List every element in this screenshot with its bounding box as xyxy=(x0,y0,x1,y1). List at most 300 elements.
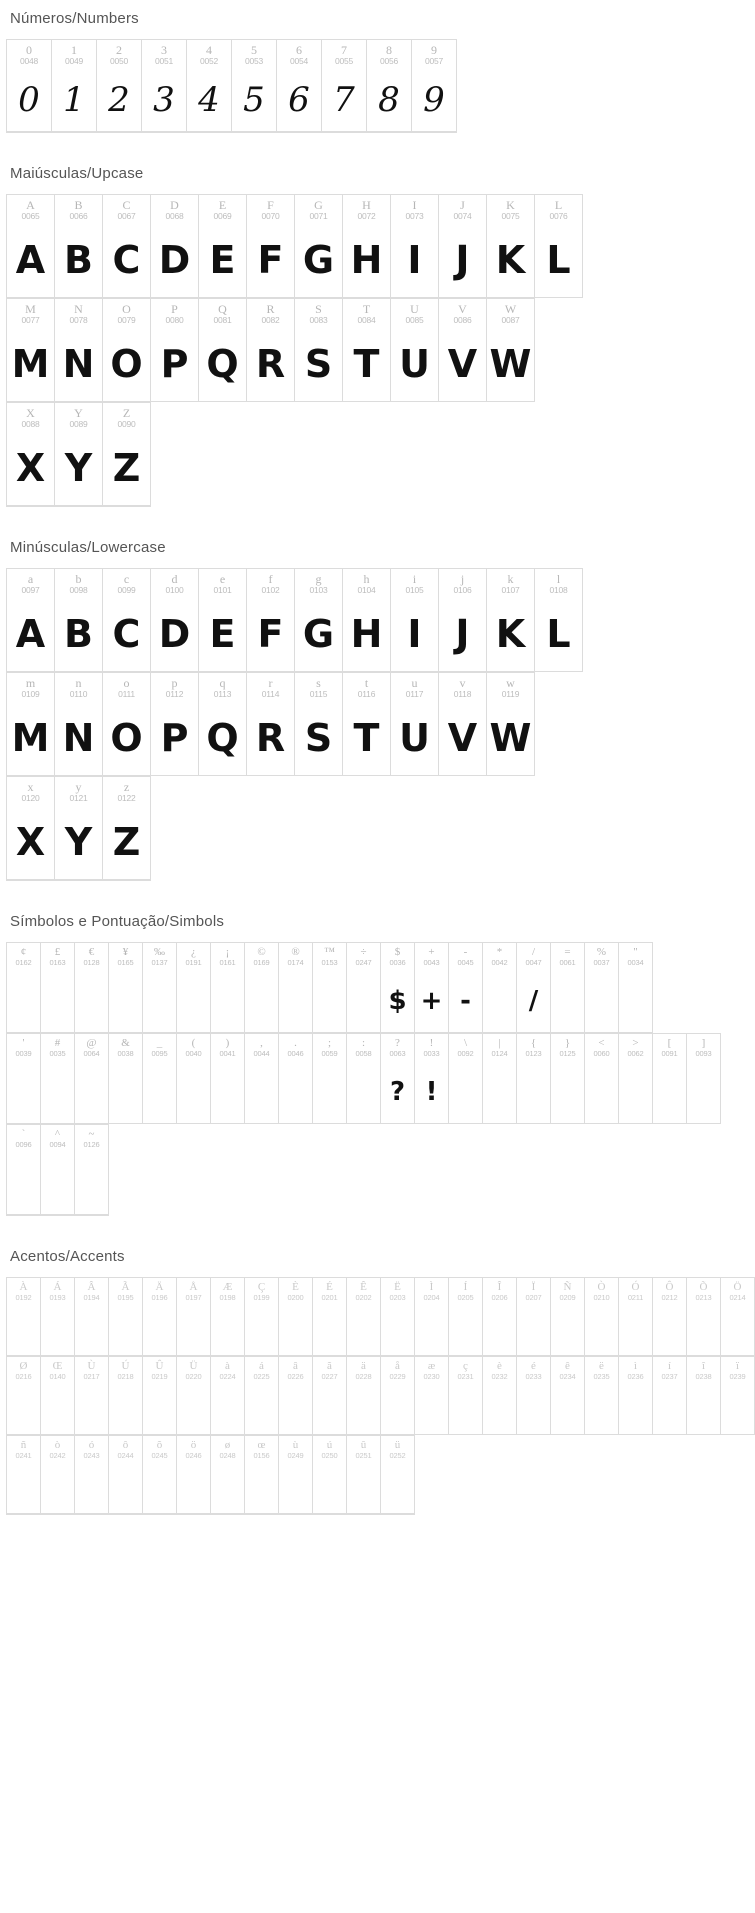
glyph-cell-header xyxy=(619,1034,652,1060)
glyph-cell[interactable] xyxy=(295,569,343,672)
glyph-code-label: 0067 xyxy=(117,210,136,221)
glyph-cell[interactable] xyxy=(7,299,55,402)
glyph-cell-header xyxy=(391,195,438,223)
glyph-char-label: Ï xyxy=(531,1281,536,1294)
glyph-cell[interactable] xyxy=(103,673,151,776)
glyph-cell[interactable] xyxy=(343,569,391,672)
glyph-sample: B xyxy=(64,238,93,282)
glyph-code-label: 0137 xyxy=(151,957,168,967)
glyph-cell[interactable] xyxy=(55,569,103,672)
glyph-cell[interactable] xyxy=(517,943,551,1033)
glyph-cell[interactable] xyxy=(343,673,391,776)
glyph-cell[interactable] xyxy=(585,943,619,1033)
glyph-cell[interactable] xyxy=(103,777,151,880)
section-uppercase xyxy=(0,155,730,507)
glyph-cell[interactable] xyxy=(322,40,367,132)
glyph-cell-header xyxy=(75,1125,108,1151)
glyph-char-label: Ü xyxy=(189,1360,198,1373)
glyph-sample: C xyxy=(112,238,141,282)
glyph-cell[interactable] xyxy=(313,1436,347,1514)
glyph-cell[interactable] xyxy=(7,40,52,132)
glyph-sample: T xyxy=(353,342,380,386)
glyph-cell[interactable] xyxy=(347,943,381,1033)
glyph-cell[interactable] xyxy=(211,1278,245,1356)
glyph-char-label: ¥ xyxy=(122,946,129,959)
glyph-char-label: à xyxy=(225,1360,230,1373)
glyph-sample: V xyxy=(447,716,478,760)
glyph-code-label: 0228 xyxy=(355,1371,372,1381)
glyph-cell[interactable] xyxy=(295,299,343,402)
glyph-cell-header xyxy=(381,943,414,969)
glyph-cell[interactable] xyxy=(177,1436,211,1514)
glyph-code-label: 0206 xyxy=(491,1292,508,1302)
glyph-cell[interactable] xyxy=(199,299,247,402)
glyph-cell[interactable] xyxy=(7,673,55,776)
glyph-cell[interactable] xyxy=(313,1278,347,1356)
glyph-cell[interactable] xyxy=(55,403,103,506)
glyph-cell[interactable] xyxy=(247,299,295,402)
glyph-cell[interactable] xyxy=(439,299,487,402)
glyph-cell[interactable] xyxy=(483,1278,517,1356)
glyph-code-label: 0230 xyxy=(423,1371,440,1381)
glyph-sample: S xyxy=(304,716,333,760)
glyph-cell[interactable] xyxy=(487,195,535,298)
glyph-char-label: - xyxy=(463,946,468,959)
glyph-cell-header xyxy=(7,1436,40,1462)
glyph-sample: H xyxy=(350,238,383,282)
glyph-cell-header xyxy=(585,1357,618,1383)
glyph-cell-header xyxy=(381,1436,414,1462)
glyph-cell[interactable] xyxy=(487,299,535,402)
glyph-char-label: ` xyxy=(21,1128,26,1141)
glyph-cell-header xyxy=(347,1034,380,1060)
glyph-cell-header xyxy=(367,40,411,68)
glyph-cell[interactable] xyxy=(143,1278,177,1356)
glyph-char-label: õ xyxy=(156,1439,163,1452)
glyph-cell-header xyxy=(211,1034,244,1060)
glyph-char-label: % xyxy=(596,946,607,959)
glyph-cell[interactable] xyxy=(687,1034,721,1124)
glyph-cell[interactable] xyxy=(75,1278,109,1356)
glyph-cell[interactable] xyxy=(391,569,439,672)
glyph-sample xyxy=(109,969,142,1032)
glyph-code-label: 0093 xyxy=(695,1048,712,1058)
glyph-cell[interactable] xyxy=(415,1278,449,1356)
glyph-cell-header xyxy=(151,299,198,327)
glyph-cell[interactable] xyxy=(109,1436,143,1514)
glyph-cell[interactable] xyxy=(151,299,199,402)
glyph-char-label: S xyxy=(315,302,322,317)
glyph-cell[interactable] xyxy=(41,1034,75,1124)
glyph-cell[interactable] xyxy=(391,299,439,402)
glyph-cell[interactable] xyxy=(211,1034,245,1124)
glyph-cell-header xyxy=(415,1034,448,1060)
glyph-code-label: 0124 xyxy=(491,1048,508,1058)
glyph-char-label: & xyxy=(121,1037,130,1050)
glyph-cell[interactable] xyxy=(7,1125,41,1215)
glyph-sample xyxy=(41,969,74,1032)
glyph-cell[interactable] xyxy=(295,673,343,776)
glyph-cell[interactable] xyxy=(109,1034,143,1124)
glyph-cell[interactable] xyxy=(97,40,142,132)
glyph-cell[interactable] xyxy=(199,673,247,776)
glyph-cell[interactable] xyxy=(103,195,151,298)
glyph-char-label: â xyxy=(293,1360,298,1373)
glyph-cell[interactable] xyxy=(619,1357,653,1435)
glyph-cell[interactable] xyxy=(245,1357,279,1435)
glyph-cell[interactable] xyxy=(177,1357,211,1435)
glyph-cell[interactable] xyxy=(279,1436,313,1514)
glyph-cell-header xyxy=(313,1278,346,1304)
glyph-sample xyxy=(211,1060,244,1123)
glyph-cell-header xyxy=(391,569,438,597)
glyph-code-label: 0053 xyxy=(244,55,264,66)
glyph-cell[interactable] xyxy=(687,1278,721,1356)
glyph-cell[interactable] xyxy=(109,1357,143,1435)
glyph-cell[interactable] xyxy=(41,1278,75,1356)
glyph-char-label: Ñ xyxy=(563,1281,572,1294)
glyph-char-label: w xyxy=(506,676,515,691)
glyph-cell[interactable] xyxy=(483,1034,517,1124)
glyph-cell[interactable] xyxy=(415,1034,449,1124)
glyph-cell[interactable] xyxy=(75,1125,109,1215)
glyph-cell[interactable] xyxy=(367,40,412,132)
glyph-cell[interactable] xyxy=(41,1357,75,1435)
glyph-cell[interactable] xyxy=(449,1357,483,1435)
glyph-cell-header xyxy=(653,1034,686,1060)
glyph-cell[interactable] xyxy=(653,1278,687,1356)
glyph-sample: E xyxy=(209,238,236,282)
glyph-cell[interactable] xyxy=(7,1034,41,1124)
glyph-cell[interactable] xyxy=(412,40,457,132)
glyph-code-label: 0225 xyxy=(253,1371,270,1381)
glyph-sample xyxy=(619,1304,652,1355)
glyph-cell[interactable] xyxy=(7,1436,41,1514)
glyph-cell[interactable] xyxy=(347,1436,381,1514)
glyph-cell[interactable] xyxy=(7,1357,41,1435)
glyph-cell[interactable] xyxy=(449,1034,483,1124)
glyph-code-label: 0156 xyxy=(253,1450,270,1460)
glyph-grid-numbers xyxy=(0,39,730,133)
glyph-code-label: 0086 xyxy=(453,314,472,325)
glyph-char-label: é xyxy=(531,1360,536,1373)
glyph-code-label: 0251 xyxy=(355,1450,372,1460)
glyph-cell-header xyxy=(322,40,366,68)
glyph-cell[interactable] xyxy=(279,943,313,1033)
glyph-cell-header xyxy=(412,40,456,68)
glyph-char-label: 2 xyxy=(116,43,122,58)
glyph-sample xyxy=(279,1462,312,1513)
glyph-code-label: 0039 xyxy=(15,1048,32,1058)
glyph-cell[interactable] xyxy=(55,195,103,298)
glyph-cell-header xyxy=(199,299,246,327)
glyph-cell[interactable] xyxy=(109,943,143,1033)
glyph-cell[interactable] xyxy=(7,777,55,880)
glyph-cell[interactable] xyxy=(381,1357,415,1435)
glyph-cell[interactable] xyxy=(151,673,199,776)
glyph-char-label: ñ xyxy=(20,1439,27,1452)
glyph-cell[interactable] xyxy=(653,1034,687,1124)
glyph-cell[interactable] xyxy=(343,195,391,298)
glyph-cell-header xyxy=(347,943,380,969)
glyph-sample xyxy=(75,1383,108,1434)
glyph-cell[interactable] xyxy=(619,1034,653,1124)
glyph-cell[interactable] xyxy=(55,673,103,776)
glyph-cell[interactable] xyxy=(75,943,109,1033)
glyph-cell[interactable] xyxy=(415,1357,449,1435)
glyph-cell[interactable] xyxy=(245,1034,279,1124)
glyph-cell[interactable] xyxy=(143,1034,177,1124)
glyph-cell[interactable] xyxy=(55,777,103,880)
glyph-cell[interactable] xyxy=(449,1278,483,1356)
glyph-char-label: J xyxy=(460,198,465,213)
glyph-cell-header xyxy=(55,195,102,223)
glyph-cell[interactable] xyxy=(177,1034,211,1124)
section-spacer xyxy=(0,881,730,903)
glyph-char-label: Õ xyxy=(699,1281,708,1294)
glyph-cell[interactable] xyxy=(585,1034,619,1124)
glyph-cell[interactable] xyxy=(245,1278,279,1356)
glyph-cell[interactable] xyxy=(551,1357,585,1435)
glyph-cell[interactable] xyxy=(381,1278,415,1356)
glyph-cell[interactable] xyxy=(313,943,347,1033)
glyph-cell[interactable] xyxy=(41,1436,75,1514)
glyph-cell[interactable] xyxy=(7,569,55,672)
glyph-code-label: 0174 xyxy=(287,957,304,967)
glyph-char-label: n xyxy=(75,676,82,691)
glyph-cell[interactable] xyxy=(279,1034,313,1124)
glyph-sample xyxy=(619,969,652,1032)
glyph-cell[interactable] xyxy=(151,195,199,298)
glyph-code-label: 0057 xyxy=(424,55,444,66)
glyph-cell-header xyxy=(143,1278,176,1304)
glyph-cell[interactable] xyxy=(199,569,247,672)
glyph-cell[interactable] xyxy=(55,299,103,402)
glyph-code-label: 0092 xyxy=(457,1048,474,1058)
glyph-cell[interactable] xyxy=(381,1034,415,1124)
glyph-char-label: æ xyxy=(427,1360,436,1373)
glyph-code-label: 0043 xyxy=(423,957,440,967)
glyph-sample xyxy=(211,1462,244,1513)
glyph-cell[interactable] xyxy=(75,1357,109,1435)
glyph-char-label: Ò xyxy=(597,1281,606,1294)
glyph-cell[interactable] xyxy=(7,1278,41,1356)
glyph-cell[interactable] xyxy=(551,1034,585,1124)
glyph-cell[interactable] xyxy=(687,1357,721,1435)
glyph-char-label: b xyxy=(75,572,82,587)
glyph-cell[interactable] xyxy=(415,943,449,1033)
glyph-row xyxy=(6,402,151,507)
glyph-cell-header xyxy=(517,943,550,969)
glyph-cell-header xyxy=(653,1278,686,1304)
glyph-cell[interactable] xyxy=(211,943,245,1033)
glyph-sample: ! xyxy=(425,1076,438,1107)
glyph-cell[interactable] xyxy=(75,1034,109,1124)
glyph-cell[interactable] xyxy=(277,40,322,132)
glyph-cell[interactable] xyxy=(143,1436,177,1514)
glyph-cell[interactable] xyxy=(279,1357,313,1435)
glyph-cell[interactable] xyxy=(247,673,295,776)
glyph-sample xyxy=(551,1383,584,1434)
glyph-sample xyxy=(7,1304,40,1355)
glyph-sample: U xyxy=(399,342,430,386)
glyph-cell[interactable] xyxy=(313,1034,347,1124)
glyph-cell[interactable] xyxy=(313,1357,347,1435)
glyph-cell[interactable] xyxy=(439,195,487,298)
glyph-sample xyxy=(75,1151,108,1214)
glyph-cell[interactable] xyxy=(517,1278,551,1356)
glyph-cell[interactable] xyxy=(517,1357,551,1435)
glyph-code-label: 0193 xyxy=(49,1292,66,1302)
glyph-code-label: 0202 xyxy=(355,1292,372,1302)
glyph-code-label: 0087 xyxy=(501,314,520,325)
glyph-cell[interactable] xyxy=(619,1278,653,1356)
glyph-cell[interactable] xyxy=(439,673,487,776)
glyph-cell[interactable] xyxy=(75,1436,109,1514)
glyph-sample xyxy=(177,1383,210,1434)
glyph-row xyxy=(6,1124,109,1216)
glyph-sample: E xyxy=(209,612,236,656)
glyph-char-label: I xyxy=(412,198,417,213)
glyph-cell[interactable] xyxy=(487,673,535,776)
glyph-cell[interactable] xyxy=(381,1436,415,1514)
glyph-char-label: ¢ xyxy=(20,946,27,959)
glyph-cell[interactable] xyxy=(247,195,295,298)
glyph-cell[interactable] xyxy=(295,195,343,298)
glyph-cell[interactable] xyxy=(199,195,247,298)
glyph-sample xyxy=(313,1462,346,1513)
glyph-code-label: 0048 xyxy=(19,55,39,66)
glyph-cell[interactable] xyxy=(381,943,415,1033)
glyph-cell-header xyxy=(177,1278,210,1304)
glyph-cell[interactable] xyxy=(103,299,151,402)
glyph-cell[interactable] xyxy=(721,1278,755,1356)
glyph-cell[interactable] xyxy=(585,1357,619,1435)
section-spacer xyxy=(0,1515,730,1537)
glyph-code-label: 0234 xyxy=(559,1371,576,1381)
glyph-code-label: 0054 xyxy=(289,55,309,66)
glyph-cell[interactable] xyxy=(142,40,187,132)
glyph-cell[interactable] xyxy=(279,1278,313,1356)
glyph-sample xyxy=(721,1304,754,1355)
glyph-code-label: 0111 xyxy=(118,688,135,699)
section-numbers xyxy=(0,0,730,133)
glyph-char-label: ú xyxy=(326,1439,333,1452)
glyph-code-label: 0210 xyxy=(593,1292,610,1302)
glyph-char-label: Á xyxy=(53,1281,62,1294)
glyph-cell[interactable] xyxy=(535,569,583,672)
glyph-sample xyxy=(245,1383,278,1434)
glyph-cell[interactable] xyxy=(211,1436,245,1514)
glyph-cell[interactable] xyxy=(449,943,483,1033)
glyph-cell[interactable] xyxy=(7,195,55,298)
glyph-cell-header xyxy=(143,1436,176,1462)
glyph-cell[interactable] xyxy=(551,1278,585,1356)
glyph-sample: / xyxy=(528,985,539,1016)
glyph-cell[interactable] xyxy=(7,943,41,1033)
glyph-char-label: Ë xyxy=(394,1281,401,1294)
glyph-cell[interactable] xyxy=(247,569,295,672)
glyph-code-label: 0074 xyxy=(453,210,472,221)
glyph-code-label: 0076 xyxy=(549,210,568,221)
glyph-cell[interactable] xyxy=(619,943,653,1033)
glyph-cell[interactable] xyxy=(232,40,277,132)
glyph-cell[interactable] xyxy=(151,569,199,672)
section-spacer xyxy=(0,1216,730,1238)
glyph-cell[interactable] xyxy=(343,299,391,402)
glyph-cell-header xyxy=(245,1436,278,1462)
glyph-sample xyxy=(551,969,584,1032)
glyph-cell[interactable] xyxy=(7,403,55,506)
glyph-cell-header xyxy=(41,1125,74,1151)
glyph-cell[interactable] xyxy=(177,943,211,1033)
glyph-cell[interactable] xyxy=(143,1357,177,1435)
glyph-cell[interactable] xyxy=(245,943,279,1033)
glyph-cell[interactable] xyxy=(143,943,177,1033)
glyph-cell[interactable] xyxy=(585,1278,619,1356)
glyph-cell[interactable] xyxy=(721,1357,755,1435)
glyph-cell[interactable] xyxy=(211,1357,245,1435)
glyph-sample xyxy=(211,969,244,1032)
glyph-cell[interactable] xyxy=(347,1357,381,1435)
glyph-cell[interactable] xyxy=(391,195,439,298)
glyph-code-label: 0080 xyxy=(165,314,184,325)
glyph-cell[interactable] xyxy=(653,1357,687,1435)
glyph-code-label: 0094 xyxy=(49,1139,66,1149)
glyph-char-label: © xyxy=(257,946,266,959)
glyph-char-label: 1 xyxy=(71,43,77,58)
glyph-sample: 8 xyxy=(378,79,400,120)
glyph-cell[interactable] xyxy=(187,40,232,132)
glyph-cell[interactable] xyxy=(483,1357,517,1435)
glyph-cell-header xyxy=(279,1357,312,1383)
glyph-sample xyxy=(75,1304,108,1355)
glyph-code-label: 0153 xyxy=(321,957,338,967)
glyph-cell[interactable] xyxy=(517,1034,551,1124)
glyph-cell[interactable] xyxy=(41,943,75,1033)
glyph-cell[interactable] xyxy=(245,1436,279,1514)
glyph-code-label: 0209 xyxy=(559,1292,576,1302)
glyph-sample xyxy=(483,969,516,1032)
glyph-cell[interactable] xyxy=(52,40,97,132)
glyph-code-label: 0243 xyxy=(83,1450,100,1460)
glyph-cell[interactable] xyxy=(487,569,535,672)
glyph-row xyxy=(6,39,457,133)
glyph-cell[interactable] xyxy=(391,673,439,776)
glyph-cell-header xyxy=(41,1357,74,1383)
glyph-char-label: g xyxy=(315,572,322,587)
glyph-cell[interactable] xyxy=(347,1278,381,1356)
glyph-cell[interactable] xyxy=(103,569,151,672)
glyph-cell-header xyxy=(143,1034,176,1060)
glyph-cell[interactable] xyxy=(439,569,487,672)
glyph-cell[interactable] xyxy=(109,1278,143,1356)
glyph-cell[interactable] xyxy=(535,195,583,298)
glyph-code-label: 0099 xyxy=(117,584,136,595)
glyph-cell[interactable] xyxy=(347,1034,381,1124)
glyph-code-label: 0192 xyxy=(15,1292,32,1302)
glyph-cell[interactable] xyxy=(177,1278,211,1356)
glyph-sample: V xyxy=(447,342,478,386)
glyph-cell[interactable] xyxy=(103,403,151,506)
glyph-char-label: 9 xyxy=(431,43,437,58)
glyph-cell[interactable] xyxy=(41,1125,75,1215)
glyph-cell[interactable] xyxy=(551,943,585,1033)
glyph-row xyxy=(6,1277,755,1356)
glyph-char-label: ë xyxy=(599,1360,604,1373)
glyph-code-label: 0071 xyxy=(309,210,328,221)
glyph-cell[interactable] xyxy=(483,943,517,1033)
